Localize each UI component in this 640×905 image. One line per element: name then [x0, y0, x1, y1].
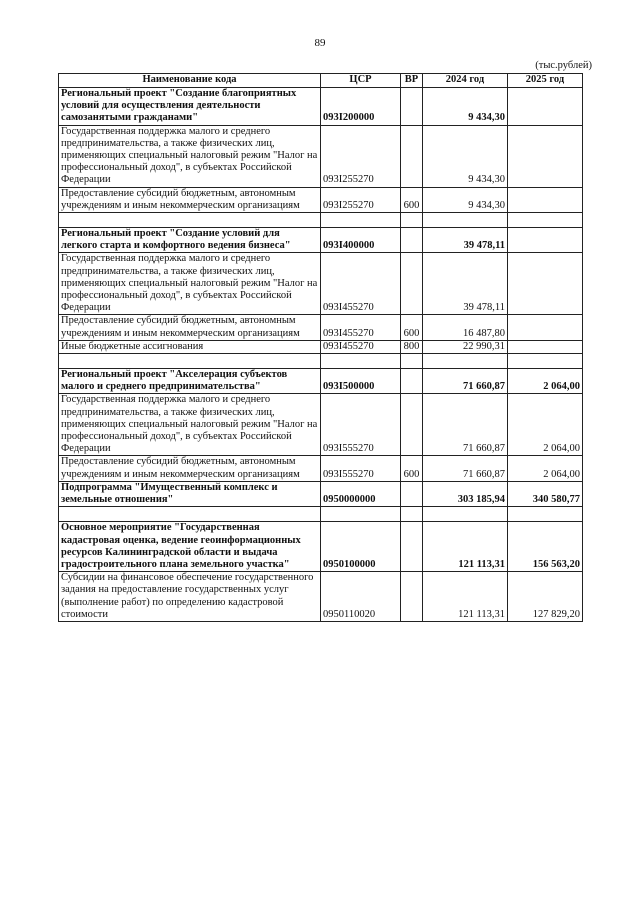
row-csr-cell: 093I455270	[321, 253, 401, 315]
row-name-cell: Региональный проект "Создание условий для легкого старта и комфортного ведения бизнеса"	[59, 228, 321, 253]
row-2024-cell: 121 113,31	[423, 522, 508, 572]
row-vr-cell	[401, 228, 423, 253]
row-2024-cell: 71 660,87	[423, 394, 508, 456]
row-name-cell: Государственная поддержка малого и среднего предпринимательства, а также физических лиц, применяющих специальный налоговый режим "Налог на профессиональный доход", в субъектах Российской Федерации	[59, 394, 321, 456]
row-csr-cell: 093I400000	[321, 228, 401, 253]
row-vr-cell	[401, 572, 423, 622]
column-header-csr: ЦСР	[321, 74, 401, 88]
row-vr-cell	[401, 125, 423, 187]
spacer-row	[59, 507, 583, 522]
table-row	[59, 253, 583, 315]
spacer-cell	[401, 354, 423, 369]
row-vr-cell	[401, 522, 423, 572]
row-2024-cell: 39 478,11	[423, 228, 508, 253]
table-row	[59, 228, 583, 253]
row-csr-cell: 093I555270	[321, 456, 401, 481]
table-row	[59, 481, 583, 506]
column-header-vr: ВР	[401, 74, 423, 88]
row-vr-cell	[401, 369, 423, 394]
row-2024-cell: 9 434,30	[423, 187, 508, 212]
row-2024-cell: 16 487,80	[423, 315, 508, 340]
budget-table	[58, 73, 583, 622]
row-vr-cell	[401, 88, 423, 126]
row-2025-cell: 156 563,20	[508, 522, 583, 572]
spacer-cell	[423, 213, 508, 228]
row-vr-cell	[401, 394, 423, 456]
row-2025-cell	[508, 228, 583, 253]
row-2025-cell: 127 829,20	[508, 572, 583, 622]
spacer-cell	[59, 354, 321, 369]
table-body	[59, 88, 583, 622]
spacer-row	[59, 354, 583, 369]
row-2024-cell: 71 660,87	[423, 456, 508, 481]
row-2025-cell: 2 064,00	[508, 456, 583, 481]
row-vr-cell: 600	[401, 187, 423, 212]
row-vr-cell: 600	[401, 456, 423, 481]
row-2024-cell: 9 434,30	[423, 125, 508, 187]
row-2024-cell: 303 185,94	[423, 481, 508, 506]
row-name-cell: Предоставление субсидий бюджетным, автономным учреждениям и иным некоммерческим организациям	[59, 315, 321, 340]
spacer-cell	[508, 507, 583, 522]
table-row	[59, 394, 583, 456]
spacer-cell	[59, 507, 321, 522]
spacer-cell	[508, 213, 583, 228]
row-name-cell: Иные бюджетные ассигнования	[59, 340, 321, 353]
row-2024-cell: 9 434,30	[423, 88, 508, 126]
row-2024-cell: 121 113,31	[423, 572, 508, 622]
row-csr-cell: 093I455270	[321, 315, 401, 340]
spacer-cell	[401, 507, 423, 522]
row-name-cell: Региональный проект "Акселерация субъектов малого и среднего предпринимательства"	[59, 369, 321, 394]
column-header-2024: 2024 год	[423, 74, 508, 88]
row-csr-cell: 093I255270	[321, 125, 401, 187]
page-number: 89	[314, 37, 326, 49]
row-2025-cell	[508, 340, 583, 353]
column-header-2025: 2025 год	[508, 74, 583, 88]
table-row	[59, 187, 583, 212]
spacer-cell	[401, 213, 423, 228]
row-name-cell: Подпрограмма "Имущественный комплекс и земельные отношения"	[59, 481, 321, 506]
spacer-cell	[423, 507, 508, 522]
row-2025-cell	[508, 187, 583, 212]
spacer-cell	[423, 354, 508, 369]
row-vr-cell	[401, 481, 423, 506]
table-row	[59, 522, 583, 572]
spacer-cell	[321, 507, 401, 522]
row-vr-cell	[401, 253, 423, 315]
table-row	[59, 572, 583, 622]
row-2025-cell: 2 064,00	[508, 394, 583, 456]
row-csr-cell: 093I500000	[321, 369, 401, 394]
row-csr-cell: 0950000000	[321, 481, 401, 506]
spacer-cell	[59, 213, 321, 228]
row-name-cell: Государственная поддержка малого и среднего предпринимательства, а также физических лиц, применяющих специальный налоговый режим "Налог на профессиональный доход", в субъектах Российской Федерации	[59, 125, 321, 187]
row-name-cell: Региональный проект "Создание благоприятных условий для осуществления деятельности самозанятыми гражданами"	[59, 88, 321, 126]
table-header-row	[59, 74, 583, 88]
table-row	[59, 340, 583, 353]
row-csr-cell: 093I455270	[321, 340, 401, 353]
row-csr-cell: 093I200000	[321, 88, 401, 126]
row-2024-cell: 71 660,87	[423, 369, 508, 394]
spacer-row	[59, 213, 583, 228]
row-name-cell: Основное мероприятие "Государственная кадастровая оценка, ведение геоинформационных ресурсов Калининградской области и выдача градостроительного плана земельного участка"	[59, 522, 321, 572]
units-label: (тыс.рублей)	[535, 60, 592, 71]
row-name-cell: Государственная поддержка малого и среднего предпринимательства, а также физических лиц, применяющих специальный налоговый режим "Налог на профессиональный доход", в субъектах Российской Федерации	[59, 253, 321, 315]
row-2024-cell: 39 478,11	[423, 253, 508, 315]
row-name-cell: Субсидии на финансовое обеспечение государственного задания на предоставление государственных услуг (выполнение работ) по определению кадастровой стоимости	[59, 572, 321, 622]
row-csr-cell: 093I555270	[321, 394, 401, 456]
row-csr-cell: 0950110020	[321, 572, 401, 622]
table-row	[59, 456, 583, 481]
table-row	[59, 369, 583, 394]
row-name-cell: Предоставление субсидий бюджетным, автономным учреждениям и иным некоммерческим организациям	[59, 456, 321, 481]
row-2025-cell: 340 580,77	[508, 481, 583, 506]
row-2025-cell	[508, 253, 583, 315]
row-vr-cell: 600	[401, 315, 423, 340]
row-2024-cell: 22 990,31	[423, 340, 508, 353]
row-name-cell: Предоставление субсидий бюджетным, автономным учреждениям и иным некоммерческим организациям	[59, 187, 321, 212]
column-header-name: Наименование кода	[59, 74, 321, 88]
spacer-cell	[321, 213, 401, 228]
table-row	[59, 125, 583, 187]
row-2025-cell	[508, 315, 583, 340]
spacer-cell	[321, 354, 401, 369]
row-vr-cell: 800	[401, 340, 423, 353]
row-csr-cell: 093I255270	[321, 187, 401, 212]
row-2025-cell	[508, 88, 583, 126]
table-row	[59, 88, 583, 126]
row-2025-cell	[508, 125, 583, 187]
row-csr-cell: 0950100000	[321, 522, 401, 572]
spacer-cell	[508, 354, 583, 369]
row-2025-cell: 2 064,00	[508, 369, 583, 394]
table-row	[59, 315, 583, 340]
